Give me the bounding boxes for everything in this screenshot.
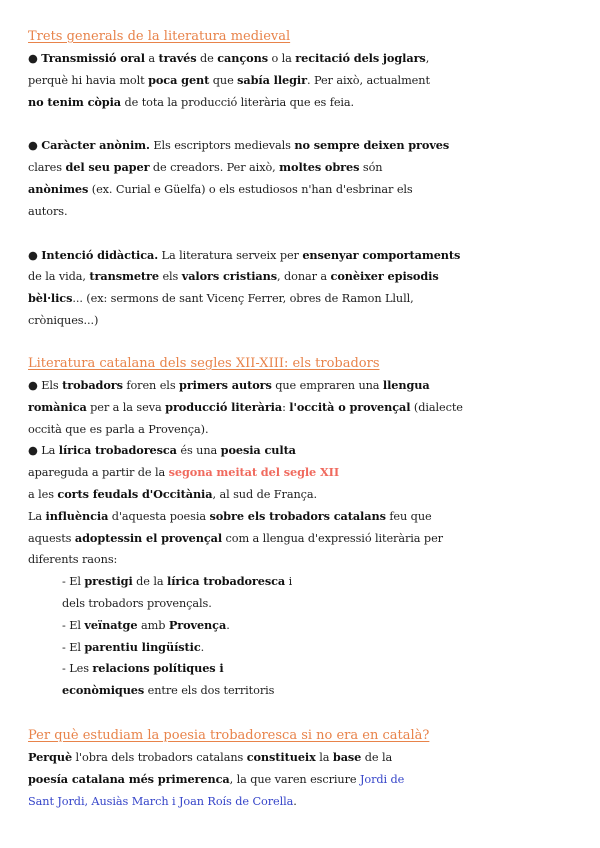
text-line: [28, 549, 448, 571]
text-bold: influència: [45, 508, 109, 523]
bullet: ●: [28, 52, 42, 65]
text-bold: poesia culta: [220, 443, 296, 458]
text: ● Els: [28, 379, 63, 392]
text-bold: adoptessin el provençal: [74, 530, 223, 545]
text-line: [28, 680, 448, 702]
text-bold: poesía catalana més primerenca: [28, 771, 230, 786]
text-bold: cançons: [217, 51, 268, 65]
text-line: [28, 769, 448, 791]
text-bold: Caràcter anònim.: [41, 138, 150, 153]
section-heading-trets: Trets generals de la literatura medieval: [28, 29, 291, 44]
text: de la vida,: [28, 270, 90, 284]
section-trobadors: [28, 353, 463, 702]
text-line: [28, 615, 448, 637]
text-line: [28, 157, 448, 179]
text-bold: trobadors: [62, 378, 123, 392]
text-bold: llengua: [382, 378, 430, 392]
text: (dialecte: [410, 400, 463, 414]
text: d'aquesta poesia: [108, 509, 210, 523]
section-heading-trobadors: Literatura catalana dels segles XII-XIII: els trobadors: [28, 356, 380, 371]
text: de la: [361, 751, 393, 764]
text-bold: Transmissió oral: [41, 51, 145, 65]
text-line: [28, 528, 448, 550]
text-bold: sabía llegir: [237, 72, 307, 87]
text: que: [209, 73, 238, 87]
text: ● La: [28, 444, 59, 458]
text-line: [28, 506, 448, 528]
text-bold: Intenció didàctica.: [41, 247, 159, 262]
text: apareguda a partir de la: [28, 466, 169, 480]
text-line: [28, 48, 448, 70]
text-bold: lírica trobadoresca: [167, 574, 286, 589]
text: occità que es parla a Provença).: [28, 422, 209, 436]
text: de: [196, 52, 218, 65]
text: .: [200, 640, 205, 654]
text-bold: Perquè: [28, 750, 73, 764]
text-bold: econòmiques: [62, 683, 145, 698]
text: com a llengua d'expressió literària per: [222, 531, 443, 545]
text-bold: corts feudals d'Occitània: [57, 486, 213, 501]
text-bold: Provença: [168, 617, 227, 632]
text-line: [28, 637, 448, 659]
text-line: [28, 791, 448, 813]
text-line: [28, 375, 448, 397]
text: és una: [176, 444, 221, 458]
text-highlight: segona meitat del segle XII: [168, 465, 340, 480]
text: a: [144, 52, 159, 65]
text-line: [28, 462, 448, 484]
text: per a la seva: [86, 400, 166, 414]
text: .: [226, 618, 230, 632]
paragraph-intencio-didactica: [28, 245, 461, 332]
text-line: [28, 266, 448, 288]
text-bold: del seu paper: [65, 160, 150, 175]
text-line: [28, 310, 448, 332]
text: foren els: [122, 379, 180, 392]
text: La: [28, 509, 46, 523]
text: la: [315, 751, 333, 764]
text-bold: relacions polítiques i: [92, 661, 224, 676]
section-heading-per-que: Per què estudiam la poesia trobadoresca si no era en català?: [28, 728, 430, 743]
text-bold: poca gent: [148, 72, 210, 87]
text: :: [282, 400, 290, 414]
text: - El: [62, 618, 85, 632]
text-bold: través: [158, 51, 197, 65]
text-bold: romànica: [28, 399, 87, 414]
text: els: [158, 270, 182, 284]
text: . Per això, actualment: [306, 73, 430, 87]
text: (ex. Curial e Güelfa) o els estudiosos n'han d'esbrinar els: [88, 182, 413, 196]
text: són: [359, 161, 383, 175]
text: , al sud de França.: [212, 487, 318, 501]
text-line: [28, 484, 448, 506]
text: autors.: [28, 204, 68, 218]
bullet: ●: [28, 248, 42, 262]
text: diferents raons:: [28, 553, 118, 567]
text: clares: [28, 161, 66, 175]
text: de la: [132, 575, 168, 589]
text: que empraren una: [271, 379, 383, 392]
text-bold: anònimes: [28, 181, 89, 196]
text-bold: base: [332, 750, 362, 764]
text-line: [28, 92, 448, 114]
text: a les: [28, 487, 58, 501]
text-line: [28, 70, 448, 92]
text: .: [293, 794, 297, 808]
text-line: [28, 201, 448, 223]
text: La literatura serveix per: [158, 248, 303, 262]
paragraph-transmissio-oral: [28, 48, 448, 113]
text: - El: [62, 640, 85, 654]
text-line: [28, 747, 448, 769]
text-highlight-blue: Sant Jordi, Ausiàs March i Joan Roís de Corella: [28, 794, 294, 808]
text-line: [28, 593, 448, 615]
text-bold: moltes obres: [279, 160, 360, 175]
text: - El: [62, 575, 85, 589]
text: de tota la producció literària que es feia.: [121, 95, 355, 109]
text: amb: [137, 618, 169, 632]
text-bold: conèixer episodis: [330, 269, 439, 284]
text: aquests: [28, 531, 75, 545]
text-line: [28, 440, 448, 462]
text: ... (ex: sermons de sant Vicenç Ferrer, obres de Ramon Llull,: [72, 292, 414, 306]
text-line: [28, 419, 448, 441]
text: de creadors. Per això,: [149, 161, 280, 175]
text: dels trobadors provençals.: [62, 596, 212, 610]
section-trets-generals: [28, 26, 461, 332]
text-bold: valors cristians: [181, 269, 277, 284]
text-bold: veïnatge: [84, 617, 138, 632]
text-line: [28, 658, 448, 680]
text: - Les: [62, 662, 93, 676]
section-per-que: [28, 725, 448, 812]
text-bold: bèl·lics: [28, 291, 73, 306]
text-bold: ensenyar comportaments: [302, 247, 461, 262]
text: feu que: [385, 509, 432, 523]
text-bold: parentiu lingüístic: [84, 639, 201, 654]
text-bold: lírica trobadoresca: [58, 443, 177, 458]
text: entre els dos territoris: [144, 684, 275, 698]
text-bold: recitació dels joglars: [295, 51, 426, 65]
text-bold: no tenim còpia: [28, 94, 122, 109]
text-line: [28, 179, 448, 201]
text: l'obra dels trobadors catalans: [72, 751, 247, 764]
text-bold: producció literària: [165, 399, 283, 414]
text: ,: [425, 52, 430, 65]
paragraph-caracter-anonim: [28, 135, 448, 222]
text-bold: prestigi: [84, 574, 133, 589]
text-bold: primers autors: [179, 378, 272, 392]
text-line: [28, 135, 448, 157]
text-line: [28, 288, 448, 310]
text-bold: transmetre: [89, 269, 159, 284]
bullet: ●: [28, 139, 42, 153]
text-bold: no sempre deixen proves: [294, 138, 450, 153]
text: i: [285, 575, 293, 589]
text-bold: sobre els trobadors catalans: [209, 508, 386, 523]
text-highlight-blue: Jordi de: [359, 772, 405, 786]
text-line: [28, 571, 448, 593]
text: perquè hi havia molt: [28, 73, 149, 87]
text: Els escriptors medievals: [149, 139, 295, 153]
text: , la que varen escriure: [229, 772, 360, 786]
text: cròniques...): [28, 313, 99, 327]
text: , donar a: [277, 270, 331, 284]
text-bold: constitueix: [246, 750, 316, 764]
text-line: [28, 397, 463, 419]
text: o la: [267, 52, 296, 65]
text-line: [28, 245, 461, 267]
text-bold: l'occità o provençal: [289, 399, 411, 414]
